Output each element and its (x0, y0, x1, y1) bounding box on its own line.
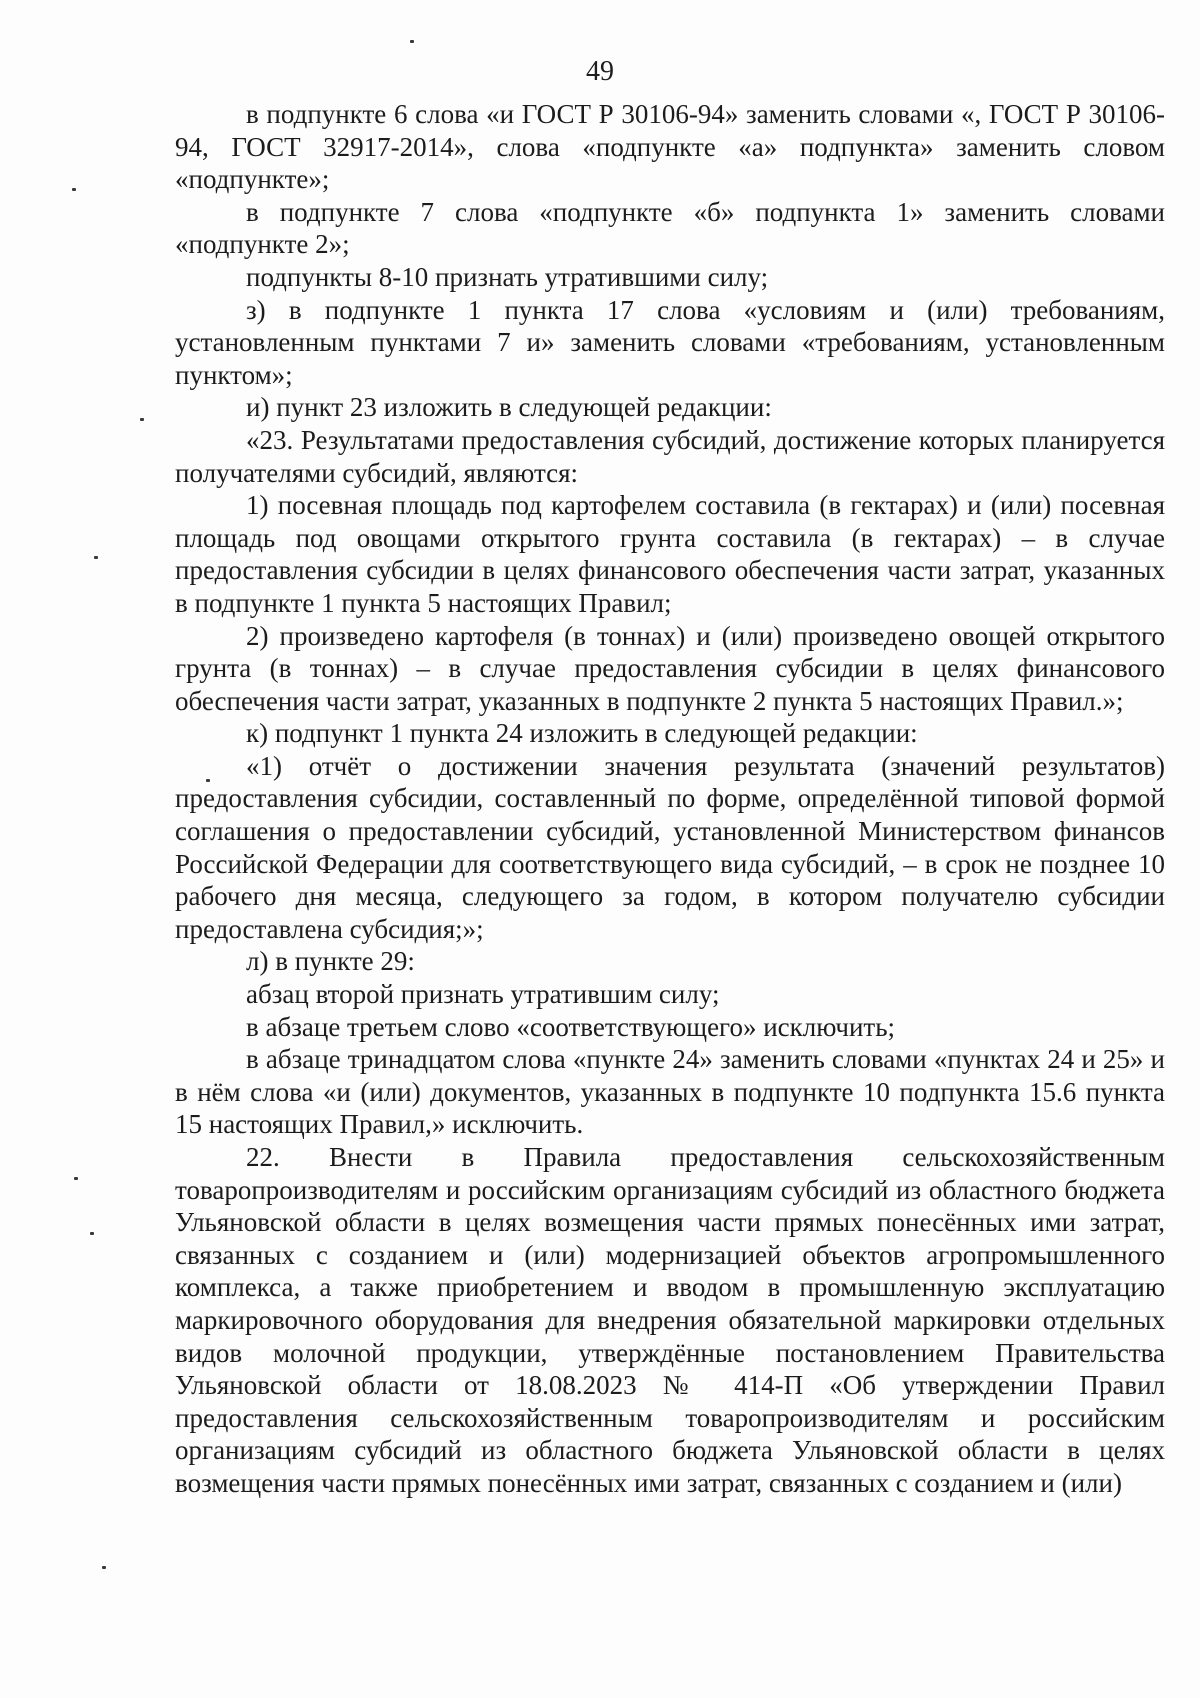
paragraph: и) пункт 23 изложить в следующей редакции: (246, 392, 772, 423)
paragraph: 1) посевная площадь под картофелем составила (в гектарах) и (или) посевная площадь под овощами открытого грунта составила (в гектарах) – в случае предоставления субсидии в целях финансового обеспечения части затрат, указанных в подпункте 1 пункта 5 настоящих Правил; (175, 490, 1165, 618)
scan-speck (74, 1177, 78, 1180)
paragraph: в абзаце тринадцатом слова «пункте 24» заменить словами «пунктах 24 и 25» и в нём слова «и (или) документов, указанных в подпункте 10 подпункта 15.6 пункта 15 настоящих Правил,» исключить. (175, 1044, 1165, 1140)
paragraph: «23. Результатами предоставления субсидий, достижение которых планируется получателями субсидий, являются: (175, 424, 1165, 488)
page-number: 49 (586, 56, 614, 87)
scan-speck (94, 556, 98, 559)
paragraph: в подпункте 6 слова «и ГОСТ Р 30106-94» заменить словами «, ГОСТ Р 30106-94, ГОСТ 32917-2014», слова «подпункте «а» подпункта» заменить словом «подпункте»; (175, 99, 1165, 195)
paragraph: абзац второй признать утратившим силу; (246, 979, 720, 1010)
document-body (175, 98, 1165, 1500)
scan-speck (206, 779, 210, 782)
paragraph: л) в пункте 29: (246, 946, 415, 977)
paragraph: з) в подпункте 1 пункта 17 слова «условиям и (или) требованиям, установленным пунктами 7 и» заменить словами «требованиям, установленным пунктом»; (175, 294, 1165, 390)
scan-speck (102, 1566, 106, 1569)
paragraph: 2) произведено картофеля (в тоннах) и (или) произведено овощей открытого грунта (в тоннах) – в случае предоставления субсидии в целях финансового обеспечения части затрат, указанных в подпункте 2 пункта 5 настоящих Правил.»; (175, 620, 1165, 716)
scan-speck (90, 1232, 94, 1235)
paragraph: 22. Внести в Правила предоставления сельскохозяйственным товаропроизводителям и российским организациям субсидий из областного бюджета Ульяновской области в целях возмещения части прямых понесённых ими затрат, связанных с созданием и (или) модернизацией объектов агропромышленного комплекса, а также приобретением и вводом в промышленную эксплуатацию маркировочного оборудования для внедрения обязательной маркировки отдельных видов молочной продукции, утверждённые постановлением Правительства Ульяновской области от 18.08.2023 № 414-П «Об утверждении Правил предоставления сельскохозяйственным товаропроизводителям и российским организациям субсидий из областного бюджета Ульяновской области в целях возмещения части прямых понесённых ими затрат, связанных с созданием и (или) (175, 1142, 1165, 1498)
paragraph: подпункты 8-10 признать утратившими силу; (246, 261, 769, 292)
scan-speck (410, 40, 414, 43)
scan-speck (72, 188, 76, 191)
paragraph: к) подпункт 1 пункта 24 изложить в следующей редакции: (246, 718, 918, 749)
paragraph: в подпункте 7 слова «подпункте «б» подпункта 1» заменить словами «подпункте 2»; (175, 196, 1165, 260)
paragraph: в абзаце третьем слово «соответствующего» исключить; (246, 1011, 896, 1042)
paragraph: «1) отчёт о достижении значения результата (значений результатов) предоставления субсидии, составленный по форме, определённой типовой формой соглашения о предоставлении субсидий, установленной Министерством финансов Российской Федерации для соответствующего вида субсидий, – в срок не позднее 10 рабочего дня месяца, следующего за годом, в котором получателю субсидии предоставлена субсидия;»; (175, 750, 1165, 944)
scan-speck (140, 418, 144, 421)
